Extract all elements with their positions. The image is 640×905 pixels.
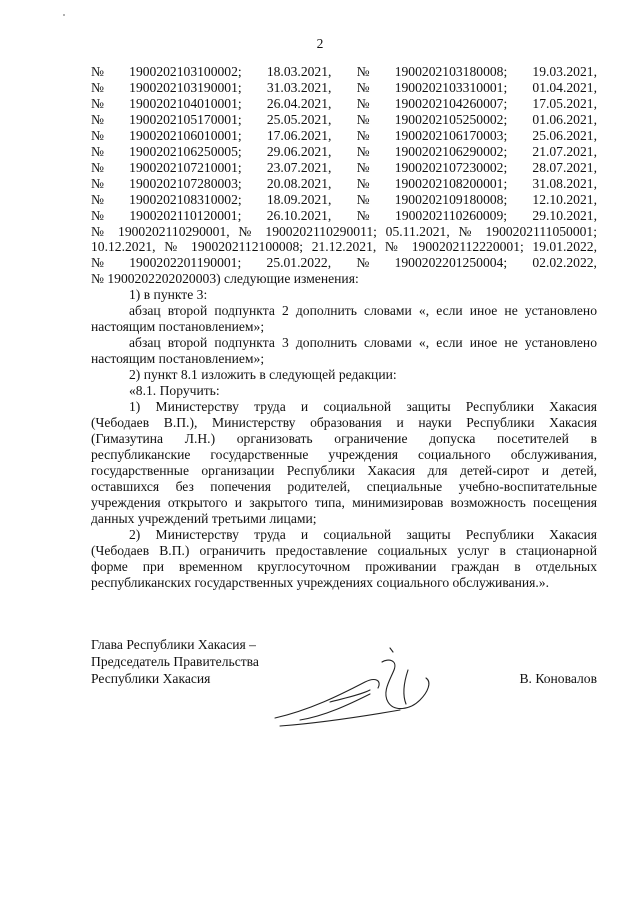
signer-title-line-1: Глава Республики Хакасия –: [91, 637, 256, 652]
registration-date: 17.05.2021,: [532, 95, 597, 111]
number-sign: №: [91, 111, 104, 127]
registration-date: 19.03.2021,: [532, 64, 597, 79]
registration-date: 18.03.2021,: [266, 64, 332, 79]
number-row: [91, 96, 597, 112]
registration-date: 25.05.2021,: [266, 111, 332, 127]
number-sign: №: [356, 207, 370, 223]
registration-number: 1900202106250005;: [129, 143, 242, 159]
registration-number: 1900202110260009;: [395, 207, 508, 223]
number-row: [91, 80, 597, 96]
registration-number: 1900202201250004;: [394, 255, 508, 271]
flow-line: № 1900202110290001, № 1900202110290011; 05.11.2021, № 1900202111050001;: [91, 223, 597, 239]
registration-date: 01.04.2021,: [532, 79, 597, 95]
closing-number-line: № 1900202202020003) следующие изменения:: [91, 271, 359, 287]
registration-date: 02.02.2022,: [532, 255, 597, 271]
number-sign: №: [91, 64, 104, 79]
number-sign: №: [356, 111, 370, 127]
registration-number: 1900202103190001;: [129, 79, 242, 95]
registration-number: 1900202105170001;: [129, 111, 242, 127]
paragraph-abzac-1: абзац второй подпункта 2 дополнить словами «, если иное не установлено: [129, 303, 597, 319]
subitem-2-line: форме при временном круглосуточном проживании граждан в отдельных: [91, 558, 597, 574]
registration-number: 1900202104260007;: [394, 95, 508, 111]
document-body: [91, 64, 597, 590]
registration-numbers-list: [91, 64, 597, 224]
number-row: [91, 144, 597, 160]
number-sign: №: [91, 95, 104, 111]
paragraph-abzac-2-cont: настоящим постановлением»;: [91, 351, 265, 367]
signer-title-line-2: Председатель Правительства: [91, 654, 259, 669]
number-row: [91, 192, 597, 208]
registration-date: 26.10.2021,: [266, 207, 332, 223]
subitem-1-last: данных учреждений третьими лицами;: [91, 510, 317, 526]
paragraph-abzac-2: абзац второй подпункта 3 дополнить словами «, если иное не установлено: [129, 335, 597, 351]
number-sign: №: [356, 255, 370, 271]
subitem-1-line: республиканские государственные учреждения социального обслуживания,: [91, 446, 597, 462]
registration-number: 1900202106290002;: [394, 143, 508, 159]
signer-name: В. Коновалов: [519, 671, 597, 686]
registration-date: 29.10.2021,: [532, 207, 597, 223]
registration-number: 1900202201190001;: [129, 255, 242, 271]
registration-date: 18.09.2021,: [266, 191, 332, 207]
registration-number: 1900202105250002;: [394, 111, 508, 127]
subitem-2-last: республиканских государственных учреждениях социального обслуживания.».: [91, 574, 549, 590]
subitem-2: [91, 527, 597, 575]
number-row: [91, 255, 597, 271]
number-sign: №: [356, 64, 370, 79]
number-row: [91, 176, 597, 192]
flow-line: 10.12.2021, № 1900202112100008; 21.12.2021, № 1900202112220001; 19.01.2022,: [91, 239, 597, 255]
number-sign: №: [356, 95, 370, 111]
subitem-1: [91, 399, 597, 511]
number-sign: №: [356, 175, 370, 191]
handwritten-signature: [270, 640, 445, 730]
registration-number: 1900202109180008;: [394, 191, 508, 207]
number-row: [91, 208, 597, 224]
page-number: 2: [316, 36, 324, 51]
number-sign: №: [356, 159, 370, 175]
number-row: [91, 128, 597, 144]
number-sign: №: [356, 143, 370, 159]
registration-number: 1900202103180008;: [394, 64, 508, 79]
registration-date: 25.01.2022,: [266, 255, 332, 271]
registration-date: 25.06.2021,: [532, 127, 597, 143]
subitem-1-line: государственные организации Республики Хакасия для детей-сирот и детей,: [91, 462, 597, 478]
item-2: 2) пункт 8.1 изложить в следующей редакции:: [129, 367, 397, 383]
scan-speck: [63, 14, 65, 16]
number-sign: №: [356, 127, 370, 143]
registration-number: 1900202106010001;: [129, 127, 242, 143]
registration-number: 1900202107280003;: [129, 175, 242, 191]
number-row: [91, 160, 597, 176]
subitem-2-line: (Чебодаев В.П.) ограничить предоставление социальных услуг в стационарной: [91, 542, 597, 558]
number-sign: №: [91, 79, 104, 95]
registration-date: 21.07.2021,: [532, 143, 597, 159]
registration-number: 1900202103310001;: [394, 79, 508, 95]
number-sign: №: [91, 191, 104, 207]
number-sign: №: [91, 127, 104, 143]
registration-number: 1900202107230002;: [394, 159, 508, 175]
registration-date: 23.07.2021,: [266, 159, 332, 175]
number-sign: №: [91, 175, 104, 191]
registration-number: 1900202108200001;: [394, 175, 508, 191]
number-row: [91, 64, 597, 80]
registration-date: 31.08.2021,: [532, 175, 597, 191]
number-sign: №: [356, 191, 370, 207]
subitem-1-line: оставшихся без попечения родителей, специальные учебно-воспитательные: [91, 478, 597, 494]
registration-date: 17.06.2021,: [266, 127, 332, 143]
item-1: 1) в пункте 3:: [129, 287, 208, 303]
registration-numbers-row-2022: [91, 255, 597, 271]
registration-number: 1900202110120001;: [129, 207, 242, 223]
registration-date: 29.06.2021,: [266, 143, 332, 159]
registration-date: 01.06.2021,: [532, 111, 597, 127]
signature-block: [91, 636, 259, 687]
registration-date: 26.04.2021,: [266, 95, 332, 111]
subitem-1-line: (Гимазутина Л.Н.) организовать ограничение допуска посетителей в: [91, 430, 597, 446]
registration-date: 31.03.2021,: [266, 79, 332, 95]
registration-number: 1900202108310002;: [129, 191, 242, 207]
number-sign: №: [91, 159, 104, 175]
number-sign: №: [91, 207, 104, 223]
subitem-2-line: 2) Министерству труда и социальной защиты Республики Хакасия: [129, 526, 597, 542]
registration-number: 1900202104010001;: [129, 95, 242, 111]
signer-title-line-3: Республики Хакасия: [91, 671, 211, 686]
number-sign: №: [91, 143, 104, 159]
subitem-1-line: 1) Министерству труда и социальной защиты Республики Хакасия: [129, 399, 597, 415]
registration-date: 28.07.2021,: [532, 159, 597, 175]
registration-number: 1900202107210001;: [129, 159, 242, 175]
registration-date: 20.08.2021,: [266, 175, 332, 191]
item-8-1: «8.1. Поручить:: [129, 383, 220, 399]
number-row: [91, 112, 597, 128]
registration-number: 1900202103100002;: [129, 64, 242, 79]
subitem-1-line: учреждения открытого и закрытого типа, минимизировав возможность посещения: [91, 494, 597, 510]
number-sign: №: [91, 255, 104, 271]
paragraph-abzac-1-cont: настоящим постановлением»;: [91, 319, 265, 335]
registration-date: 12.10.2021,: [532, 191, 597, 207]
subitem-1-line: (Чебодаев В.П.), Министерству образования и науки Республики Хакасия: [91, 414, 597, 430]
number-sign: №: [356, 79, 370, 95]
registration-number: 1900202106170003;: [394, 127, 508, 143]
